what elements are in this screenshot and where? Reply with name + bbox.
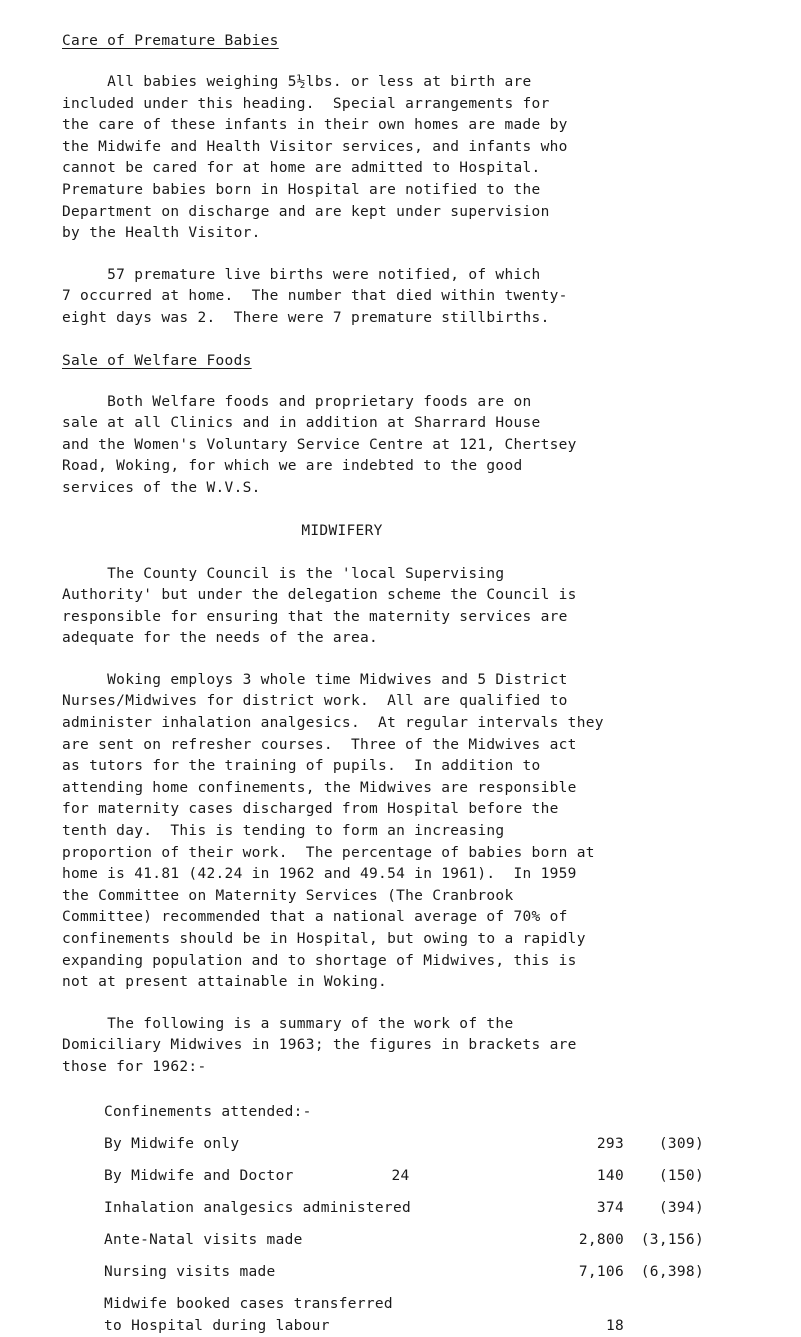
page-number: 24 [391,1168,410,1184]
text-line: expanding population and to shortage of Midwives, this is [62,952,577,969]
text-line: responsible for ensuring that the maternity services are [62,608,568,625]
table-row [104,1229,752,1261]
text-line: are sent on refresher courses. Three of the Midwives act [62,736,577,753]
row-previous-value: (309) [658,1135,704,1152]
summary-title: Confinements attended:- [104,1103,312,1120]
row-value: 18 [605,1317,624,1334]
paragraph [62,1014,752,1079]
row-label: Ante-Natal visits made [104,1231,303,1248]
text-line: Committee) recommended that a national average of 70% of [62,909,568,926]
text-line: tenth day. This is tending to form an increasing [62,823,505,840]
text-line: the Midwife and Health Visitor services, and infants who [62,138,568,155]
section-midwifery [62,520,752,1079]
text-line: and the Women's Voluntary Service Centre at 121, Chertsey [62,436,577,453]
text-line: 57 premature live births were notified, of which [62,266,541,283]
text-line: those for 1962:- [62,1058,207,1075]
text-line: attending home confinements, the Midwives are responsible [62,779,577,796]
paragraph [62,72,752,245]
row-label: Nursing visits made [104,1263,276,1280]
text-line: proportion of their work. The percentage of babies born at [62,844,595,861]
text-line: eight days was 2. There were 7 premature stillbirths. [62,309,550,326]
text-line: Department on discharge and are kept under supervision [62,203,550,220]
row-value: 140 [596,1167,624,1184]
text-line: confinements should be in Hospital, but owing to a rapidly [62,931,586,947]
table-row [104,1293,752,1337]
text-line: as tutors for the training of pupils. In addition to [62,758,541,775]
text-line: adequate for the needs of the area. [62,630,379,647]
row-previous-value [624,1293,704,1315]
text-line: included under this heading. Special arrangements for [62,95,550,112]
section-heading-premature: Care of Premature Babies [62,33,279,49]
text-line: The following is a summary of the work of the [62,1015,514,1032]
row-previous-value: (6,398) [640,1263,704,1280]
row-label: By Midwife and Doctor [104,1167,294,1184]
row-label [104,1293,544,1337]
text-line: Domiciliary Midwives in 1963; the figures in brackets are [62,1037,577,1054]
text-line: administer inhalation analgesics. At regular intervals they [62,715,604,732]
row-previous-value: (394) [658,1199,704,1216]
paragraph [62,670,752,994]
text-line: Woking employs 3 whole time Midwives and 5 District [62,671,568,688]
row-value: 374 [596,1199,624,1216]
text-line: not at present attainable in Woking. [62,974,388,991]
table-row [104,1261,752,1293]
text-line: Road, Woking, for which we are indebted to the good [62,458,523,475]
text-line: by the Health Visitor. [62,225,261,242]
text-line: for maternity cases discharged from Hospital before the [62,801,559,818]
paragraph [62,392,752,500]
section-welfare [62,350,752,500]
section-heading-midwifery: MIDWIFERY [301,522,383,539]
text-line: services of the W.V.S. [62,479,261,496]
text-line: All babies weighing 5½lbs. or less at birth are [62,74,532,90]
row-previous-value: (150) [658,1167,704,1184]
text-line: 7 occurred at home. The number that died within twenty- [62,288,568,305]
text-line: Premature babies born in Hospital are notified to the [62,181,541,198]
section-heading-welfare: Sale of Welfare Foods [62,352,252,369]
text-line: the Committee on Maternity Services (The Cranbrook [62,887,514,904]
row-label: By Midwife only [104,1135,240,1152]
row-value: 293 [596,1135,624,1152]
text-line: the care of these infants in their own homes are made by [62,117,568,134]
text-line: home is 41.81 (42.24 in 1962 and 49.54 in 1961). In 1959 [62,866,577,883]
row-label-line: to Hospital during labour [104,1317,330,1334]
paragraph [62,564,752,650]
text-line: Both Welfare foods and proprietary foods are on [62,393,532,410]
document-page [62,30,752,1337]
row-label: Inhalation analgesics administered [104,1199,412,1216]
row-value: 2,800 [578,1231,624,1248]
table-row [104,1133,752,1165]
text-line: Authority' but under the delegation scheme the Council is [62,587,577,604]
paragraph [62,265,752,330]
row-value: 7,106 [578,1263,624,1280]
text-line: The County Council is the 'local Supervising [62,565,505,582]
text-line: sale at all Clinics and in addition at Sharrard House [62,415,541,432]
text-line: Nurses/Midwives for district work. All are qualified to [62,693,568,710]
table-row [104,1197,752,1229]
row-previous-value: (3,156) [640,1231,704,1248]
text-line: cannot be cared for at home are admitted to Hospital. [62,160,541,177]
row-label-line: Midwife booked cases transferred [104,1295,393,1312]
section-premature [62,30,752,330]
